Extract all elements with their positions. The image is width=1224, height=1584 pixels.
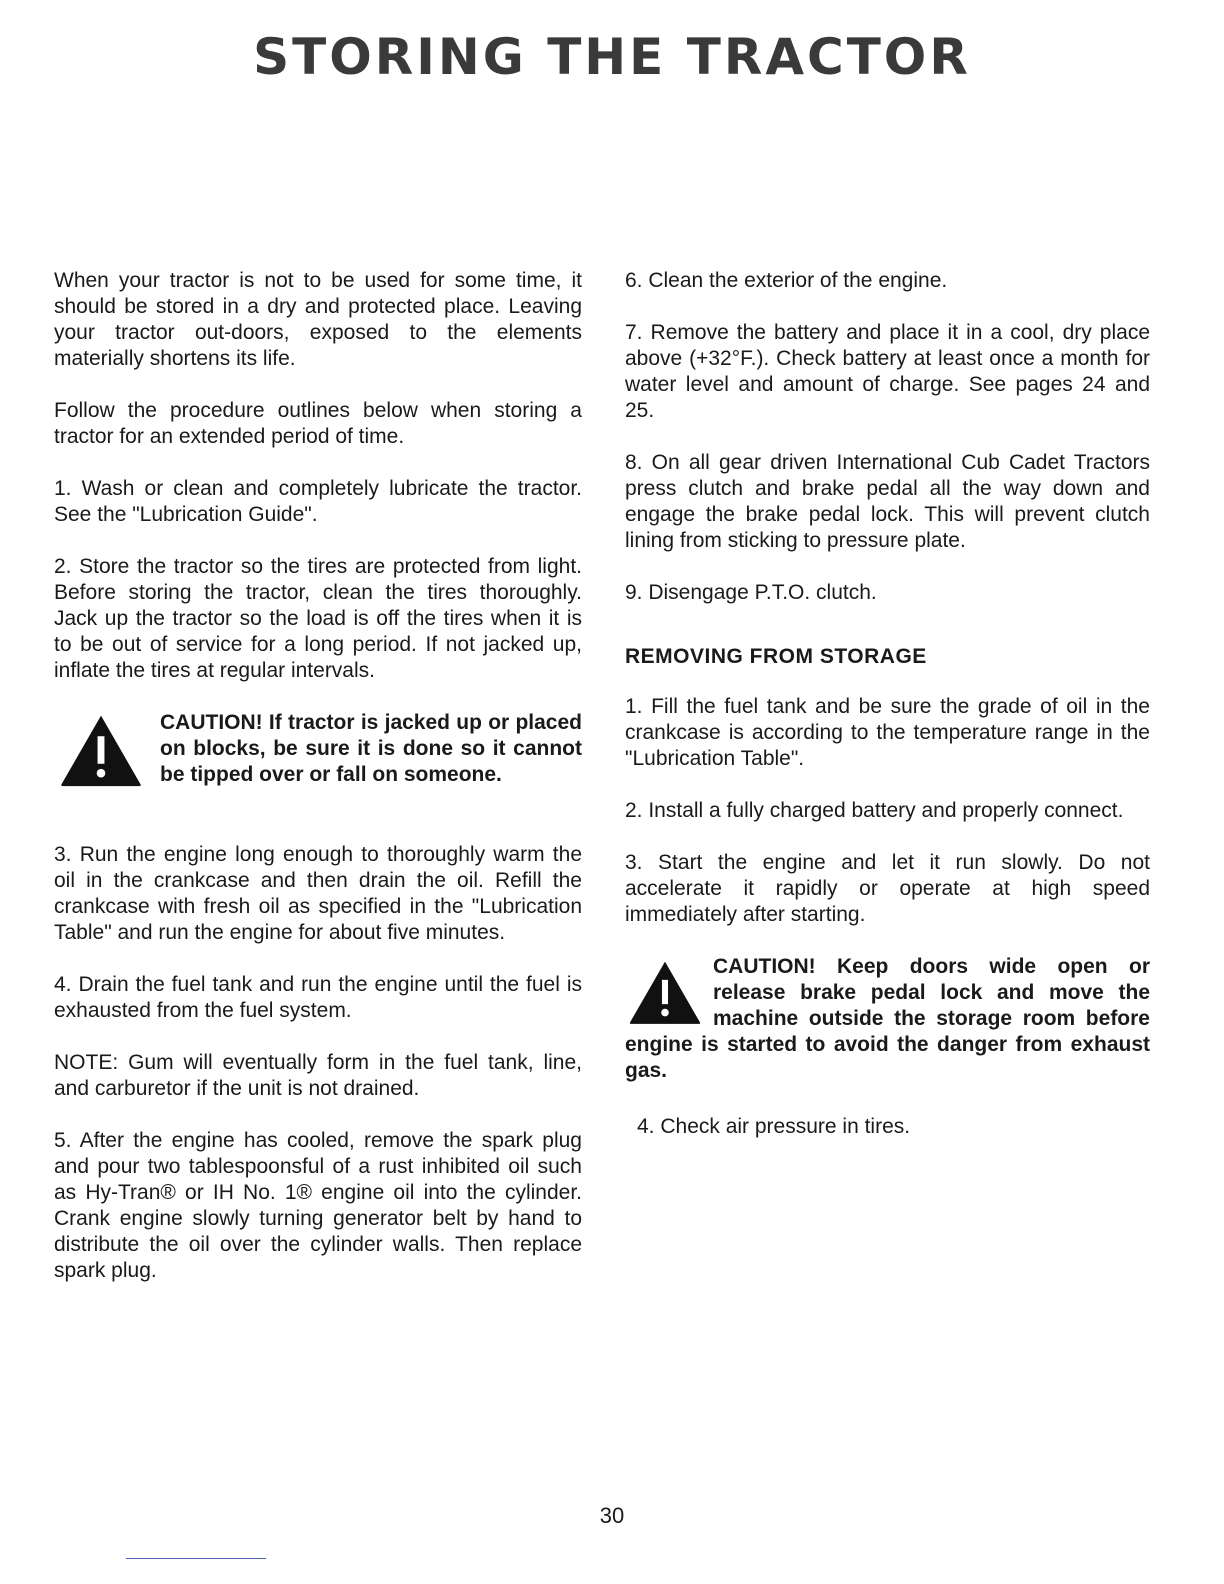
warning-triangle-icon bbox=[58, 712, 144, 788]
right-column bbox=[625, 268, 1150, 1166]
removal-step-3: 3. Start the engine and let it run slowly. Do not accelerate it rapidly or operate at high speed immediately after starting. bbox=[625, 851, 1150, 926]
caution-text: CAUTION! If tractor is jacked up or placed on blocks, be sure it is done so it cannot be tipped over or fall on someone. bbox=[160, 711, 582, 786]
intro-paragraph: When your tractor is not to be used for some time, it should be stored in a dry and protected place. Leaving your tractor out-doors, exposed to the elements materially shortens its life. bbox=[54, 269, 582, 370]
caution-jacked-up bbox=[54, 710, 582, 788]
section-heading-removing: REMOVING FROM STORAGE bbox=[625, 645, 927, 668]
warning-triangle-icon bbox=[627, 958, 703, 1026]
step-1: 1. Wash or clean and completely lubricate the tractor. See the "Lubrication Guide". bbox=[54, 477, 582, 526]
step-2: 2. Store the tractor so the tires are protected from light. Before storing the tractor, clean the tires thoroughly. Jack up the tractor so the load is off the tires when it is to be out of service for a long period. If not jacked up, inflate the tires at regular intervals. bbox=[54, 555, 582, 682]
removal-step-1: 1. Fill the fuel tank and be sure the grade of oil in the crankcase is according to the temperature range in the "Lubrication Table". bbox=[625, 695, 1150, 770]
step-3: 3. Run the engine long enough to thoroughly warm the oil in the crankcase and then drain the oil. Refill the crankcase with fresh oil as specified in the "Lubrication Table" and run the engine for about five minutes. bbox=[54, 843, 582, 944]
removal-step-2: 2. Install a fully charged battery and properly connect. bbox=[625, 799, 1124, 822]
step-7: 7. Remove the battery and place it in a cool, dry place above (+32°F.). Check battery at least once a month for water level and amount of charge. See pages 24 and 25. bbox=[625, 321, 1150, 422]
caution-text: CAUTION! Keep doors wide open or release brake pedal lock and move the machine outside the storage room before engine is started to avoid the danger from exhaust gas. bbox=[625, 955, 1150, 1082]
page-number: 30 bbox=[599, 1503, 625, 1528]
page-title: STORING THE TRACTOR bbox=[253, 28, 971, 86]
removal-step-4: 4. Check air pressure in tires. bbox=[637, 1115, 911, 1138]
step-4: 4. Drain the fuel tank and run the engine until the fuel is exhausted from the fuel system. bbox=[54, 973, 582, 1022]
footer-rule bbox=[126, 1558, 266, 1559]
step-9: 9. Disengage P.T.O. clutch. bbox=[625, 581, 877, 604]
step-5: 5. After the engine has cooled, remove the spark plug and pour two tablespoonsful of a rust inhibited oil such as Hy-Tran® or IH No. 1® engine oil into the cylinder. Crank engine slowly turning generator belt by hand to distribute the oil over the cylinder walls. Then replace spark plug. bbox=[54, 1129, 582, 1282]
caution-exhaust bbox=[625, 954, 1150, 1084]
procedure-intro: Follow the procedure outlines below when storing a tractor for an extended period of time. bbox=[54, 399, 582, 448]
left-column bbox=[54, 268, 582, 1310]
step-6: 6. Clean the exterior of the engine. bbox=[625, 269, 948, 292]
note: NOTE: Gum will eventually form in the fuel tank, line, and carburetor if the unit is not drained. bbox=[54, 1051, 582, 1100]
step-8: 8. On all gear driven International Cub Cadet Tractors press clutch and brake pedal all the way down and engage the brake pedal lock. This will prevent clutch lining from sticking to pressure plate. bbox=[625, 451, 1150, 552]
